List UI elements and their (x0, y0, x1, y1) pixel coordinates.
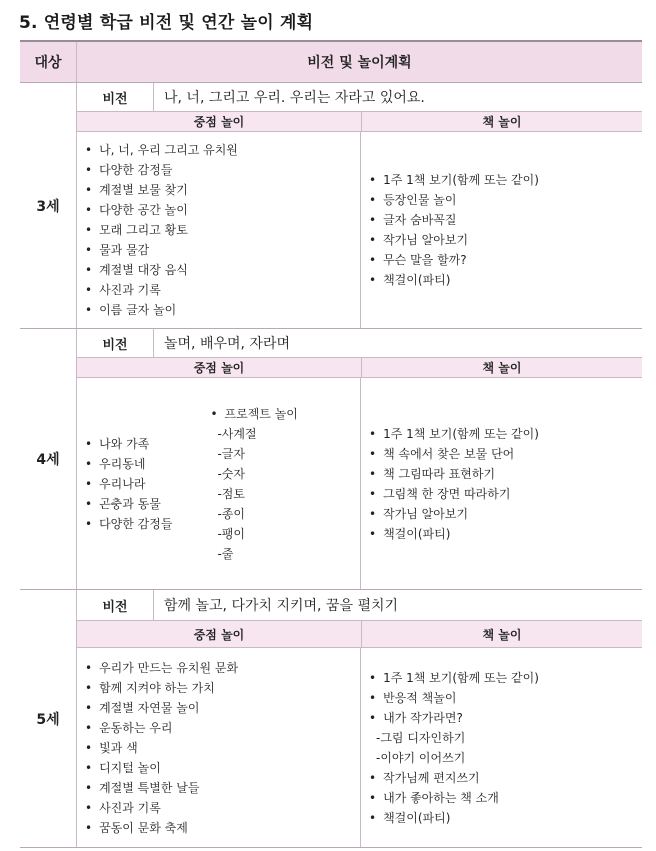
list-item: -사계절 (217, 426, 257, 441)
list-item: • 꿈동이 문화 축제 (85, 818, 238, 838)
vision-label: 비전 (77, 83, 154, 111)
list-item: • 사진과 기록 (85, 798, 238, 818)
age-label: 5세 (20, 590, 77, 847)
list-item: -글자 (217, 446, 245, 461)
list-item: • 반응적 책놀이 (369, 688, 539, 708)
list-item: • 계절별 특별한 날들 (85, 778, 238, 798)
section-age-4 (20, 329, 642, 590)
list-item: • 글자 숨바꼭질 (369, 210, 539, 230)
list-item: • 우리가 만드는 유치원 문화 (85, 658, 238, 678)
list-item: • 물과 물감 (85, 240, 238, 260)
sub-header (77, 112, 642, 132)
age-label: 4세 (20, 329, 77, 589)
vision-text: 함께 놀고, 다가치 지키며, 꿈을 펼치기 (164, 598, 399, 614)
table-header (20, 42, 642, 83)
list-item: • 디지털 놀이 (85, 758, 238, 778)
section-age-3 (20, 83, 642, 329)
focus-play-header: 중점 놀이 (77, 112, 362, 131)
list-item: -종이 (217, 506, 245, 521)
list-item: • 우리나라 (85, 474, 172, 494)
age-label: 3세 (20, 83, 77, 328)
header-age: 대상 (20, 42, 77, 82)
book-play-list (369, 424, 539, 544)
list-item: • 그림책 한 장면 따라하기 (369, 484, 539, 504)
focus-play-list (85, 140, 238, 320)
book-play-header: 책 놀이 (482, 115, 522, 129)
book-play-header: 책 놀이 (482, 627, 522, 642)
list-item: • 이름 글자 놀이 (85, 300, 238, 320)
list-item: -이야기 이어쓰기 (376, 750, 466, 765)
list-item: • 프로젝트 놀이 (210, 404, 297, 424)
list-item: • 책 속에서 찾은 보물 단어 (369, 444, 539, 464)
vision-text: 나, 너, 그리고 우리. 우리는 자라고 있어요. (164, 90, 425, 106)
list-item: • 책걸이(파티) (369, 524, 539, 544)
list-item: • 다양한 감정들 (85, 160, 238, 180)
focus-play-list (85, 434, 172, 534)
list-item: -점토 (217, 486, 245, 501)
list-item: • 곤충과 동물 (85, 494, 172, 514)
vision-row (77, 329, 642, 358)
list-item: • 계절별 대장 음식 (85, 260, 238, 280)
vision-label: 비전 (77, 590, 154, 620)
list-item: • 다양한 감정들 (85, 514, 172, 534)
focus-play-header: 중점 놀이 (77, 621, 362, 647)
list-item: • 책걸이(파티) (369, 808, 539, 828)
book-play-list (369, 170, 539, 290)
list-item: • 다양한 공간 놀이 (85, 200, 238, 220)
list-item: -팽이 (217, 526, 245, 541)
list-item: • 작가님 알아보기 (369, 504, 539, 524)
list-item: • 함께 지켜야 하는 가치 (85, 678, 238, 698)
list-item: • 나와 가족 (85, 434, 172, 454)
list-item: • 1주 1책 보기(함께 또는 같이) (369, 668, 539, 688)
list-item: • 1주 1책 보기(함께 또는 같이) (369, 170, 539, 190)
plan-table (20, 40, 642, 848)
header-plan: 비전 및 놀이계획 (307, 55, 412, 71)
list-item: -줄 (217, 546, 234, 561)
list-item: • 사진과 기록 (85, 280, 238, 300)
list-item: • 계절별 자연물 놀이 (85, 698, 238, 718)
vision-row (77, 83, 642, 112)
list-item: • 1주 1책 보기(함께 또는 같이) (369, 424, 539, 444)
book-play-list (369, 668, 539, 828)
list-item: • 모래 그리고 황토 (85, 220, 238, 240)
list-item: • 무슨 말을 할까? (369, 250, 539, 270)
vision-text: 놀며, 배우며, 자라며 (164, 336, 290, 352)
project-play-list (210, 404, 297, 564)
vision-row (77, 590, 642, 621)
list-item: • 빛과 색 (85, 738, 238, 758)
page-title: 5. 연령별 학급 비전 및 연간 놀이 계획 (19, 13, 314, 33)
list-item: -그림 디자인하기 (376, 730, 466, 745)
list-item: • 작가님 알아보기 (369, 230, 539, 250)
sub-header (77, 621, 642, 648)
book-play-header: 책 놀이 (482, 361, 522, 375)
list-item: • 책걸이(파티) (369, 270, 539, 290)
focus-play-list (85, 658, 238, 838)
list-item: • 등장인물 놀이 (369, 190, 539, 210)
list-item: • 계절별 보물 찾기 (85, 180, 238, 200)
list-item: • 우리동네 (85, 454, 172, 474)
vision-label: 비전 (77, 329, 154, 357)
list-item: • 내가 좋아하는 책 소개 (369, 788, 539, 808)
focus-play-header: 중점 놀이 (77, 358, 362, 377)
list-item: • 운동하는 우리 (85, 718, 238, 738)
list-item: • 책 그림따라 표현하기 (369, 464, 539, 484)
list-item: • 나, 너, 우리 그리고 유치원 (85, 140, 238, 160)
list-item: • 내가 작가라면? (369, 708, 539, 728)
section-age-5 (20, 590, 642, 848)
sub-header (77, 358, 642, 378)
list-item: • 작가님께 편지쓰기 (369, 768, 539, 788)
list-item: -숫자 (217, 466, 245, 481)
